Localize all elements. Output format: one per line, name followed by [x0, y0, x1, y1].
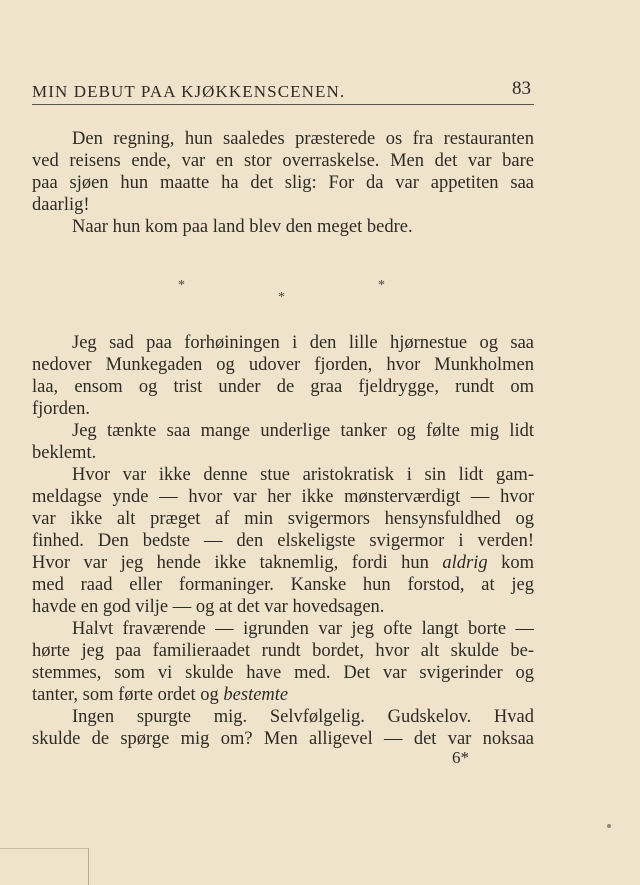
scan-edge-mark: [88, 848, 89, 885]
section-star: *: [178, 278, 185, 293]
text-line: Jeg tænkte saa mange underlige tanker og følte mig lidt: [72, 421, 534, 441]
section-star: *: [278, 290, 285, 305]
text-line: havde en god vilje — og at det var hovedsagen.: [32, 597, 385, 617]
text-line: stemmes, som vi skulde have med. Det var svigerinder og: [32, 663, 534, 683]
text-line: [32, 552, 534, 574]
text-line: [32, 684, 534, 706]
running-header-title: MIN DEBUT PAA KJØKKENSCENEN.: [32, 82, 346, 101]
text-line: hørte jeg paa familieraadet rundt bordet, hvor alt skulde be-: [32, 641, 534, 661]
text-line: Hvor var ikke denne stue aristokratisk i sin lidt gam-: [72, 465, 534, 485]
text-line: nedover Munkegaden og udover fjorden, hvor Munkholmen: [32, 355, 534, 375]
text-line: med raad eller formaninger. Kanske hun forstod, at jeg: [32, 575, 534, 595]
text-run: Hvor var jeg hende ikke taknemlig, fordi hun: [32, 553, 429, 573]
paragraph-block-2: [32, 332, 534, 750]
text-line: fjorden.: [32, 399, 91, 419]
italic-word: bestemte: [223, 685, 289, 705]
text-line: ved reisens ende, var en stor overraskelse. Men det var bare: [32, 151, 534, 171]
text-line: beklemt.: [32, 443, 97, 463]
header-rule: [32, 104, 534, 105]
paper-speck: [607, 824, 611, 828]
printer-signature: 6*: [452, 748, 469, 767]
text-run: kom: [501, 553, 534, 573]
text-line: paa sjøen hun maatte ha det slig: For da var appetiten saa: [32, 173, 534, 193]
scan-edge-mark: [0, 848, 88, 849]
text-line: Den regning, hun saaledes præsterede os fra restauranten: [72, 129, 534, 149]
page-number: 83: [512, 78, 531, 99]
text-line: skulde de spørge mig om? Men alligevel — det var noksaa: [32, 729, 534, 749]
text-line: laa, ensom og trist under de graa fjeldrygge, rundt om: [32, 377, 534, 397]
section-star: *: [378, 278, 385, 293]
text-line: meldagse ynde — hvor var her ikke mønsterværdigt — hvor: [32, 487, 534, 507]
text-line: Halvt fraværende — igrunden var jeg ofte langt borte —: [72, 619, 534, 639]
text-run: tanter, som førte ordet og: [32, 685, 219, 705]
paragraph-block-1: [32, 128, 534, 238]
text-line: Naar hun kom paa land blev den meget bedre.: [72, 217, 413, 237]
text-line: var ikke alt præget af min svigermors hensynsfuldhed og: [32, 509, 534, 529]
italic-word: aldrig: [442, 553, 488, 573]
text-line: Ingen spurgte mig. Selvfølgelig. Gudskelov. Hvad: [72, 707, 534, 727]
text-line: daarlig!: [32, 195, 90, 215]
text-line: Jeg sad paa forhøiningen i den lille hjørnestue og saa: [72, 333, 534, 353]
text-line: finhed. Den bedste — den elskeligste svigermor i verden!: [32, 531, 534, 551]
